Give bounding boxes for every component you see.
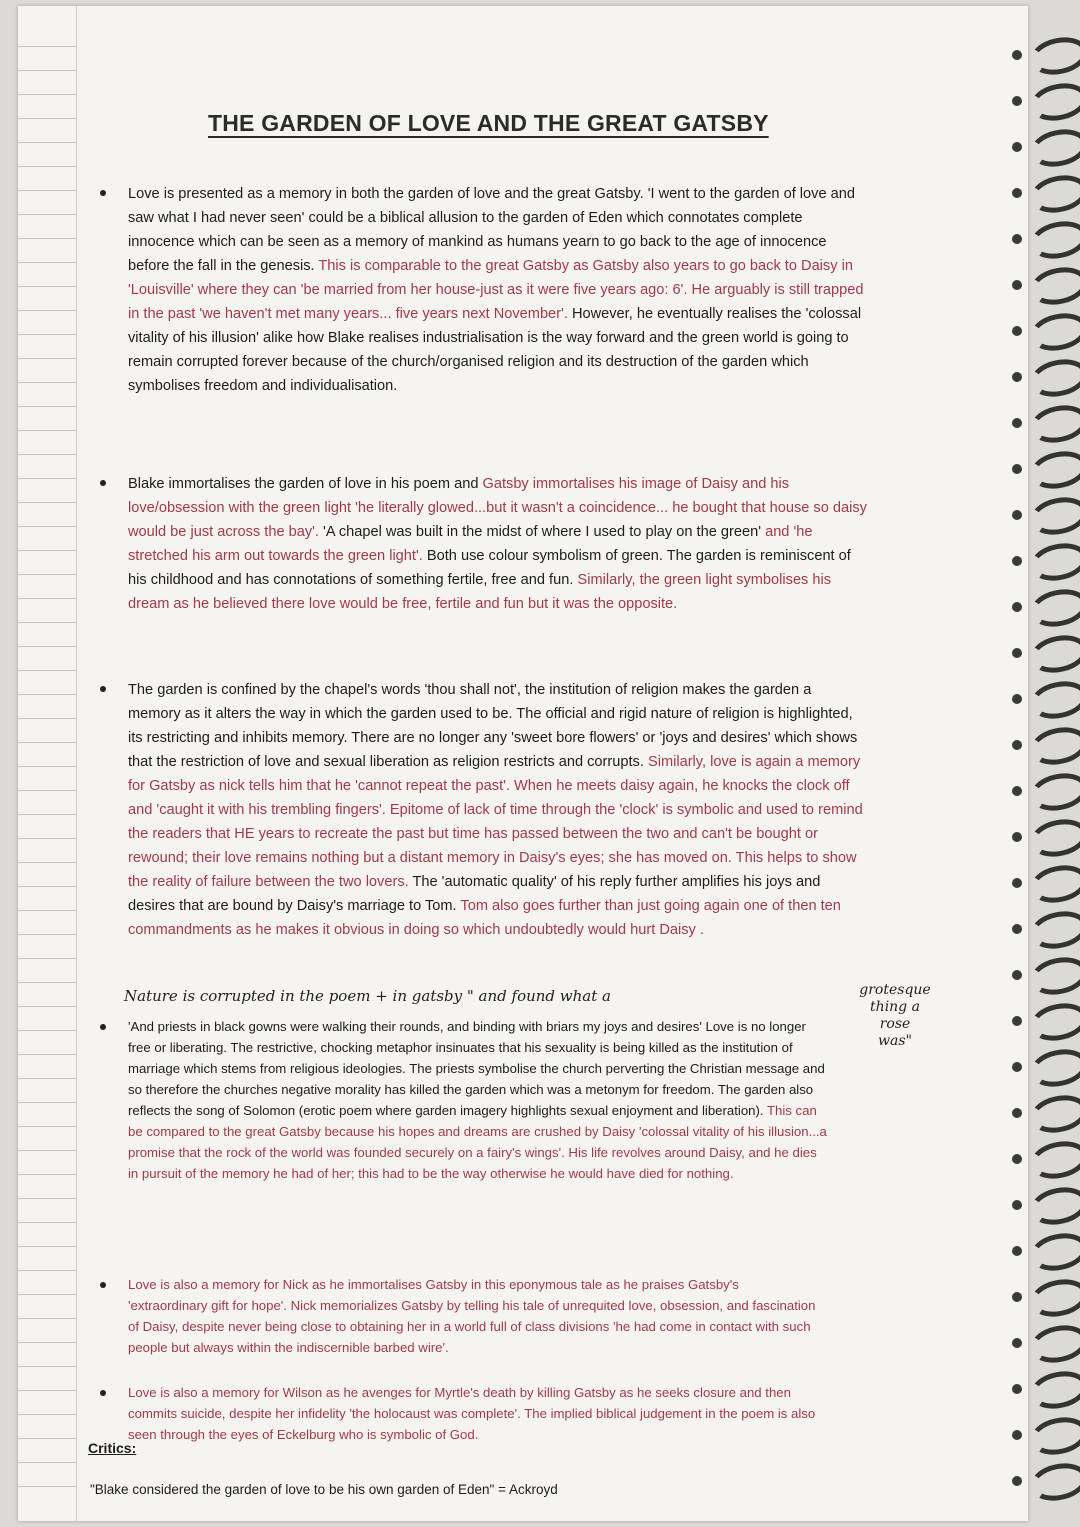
spiral-coil bbox=[1027, 400, 1080, 447]
spiral-coil bbox=[1027, 1090, 1080, 1137]
punch-hole bbox=[1012, 50, 1022, 60]
spiral-coil bbox=[1027, 814, 1080, 861]
ruled-line bbox=[18, 790, 76, 791]
spiral-coil bbox=[1027, 768, 1080, 815]
spiral-coil bbox=[1027, 998, 1080, 1045]
spiral-coil bbox=[1027, 78, 1080, 125]
spiral-coil bbox=[1027, 216, 1080, 263]
punch-hole bbox=[1012, 786, 1022, 796]
ruled-line bbox=[18, 550, 76, 551]
bullet bbox=[100, 686, 106, 692]
spiral-coil bbox=[1027, 906, 1080, 953]
ruled-line bbox=[18, 598, 76, 599]
ruled-line bbox=[18, 1054, 76, 1055]
ruled-line bbox=[18, 1126, 76, 1127]
critics-heading: Critics: bbox=[88, 1440, 137, 1456]
ruled-line bbox=[18, 94, 76, 95]
ruled-line bbox=[18, 670, 76, 671]
punch-hole bbox=[1012, 1292, 1022, 1302]
punch-hole bbox=[1012, 464, 1022, 474]
punch-hole bbox=[1012, 96, 1022, 106]
spiral-coil bbox=[1027, 1320, 1080, 1367]
punch-hole bbox=[1012, 694, 1022, 704]
ruled-line bbox=[18, 526, 76, 527]
spiral-coil bbox=[1027, 308, 1080, 355]
punch-hole bbox=[1012, 372, 1022, 382]
punch-hole bbox=[1012, 878, 1022, 888]
punch-hole bbox=[1012, 188, 1022, 198]
spiral-coil bbox=[1027, 584, 1080, 631]
ruled-line bbox=[18, 1294, 76, 1295]
bullet bbox=[100, 190, 106, 196]
ruled-line bbox=[18, 934, 76, 935]
spiral-coil bbox=[1027, 722, 1080, 769]
ruled-line bbox=[18, 142, 76, 143]
ruled-line bbox=[18, 718, 76, 719]
punch-hole bbox=[1012, 970, 1022, 980]
critics-quote: "Blake considered the garden of love to be his own garden of Eden" = Ackroyd bbox=[90, 1482, 558, 1497]
spiral-coil bbox=[1027, 170, 1080, 217]
spiral-coil bbox=[1027, 1228, 1080, 1275]
paragraph-3: The garden is confined by the chapel's words 'thou shall not', the institution of religion makes the garden a memory as it alters the way in which the garden used to be. The official and rigid nature of religion is highlighted, its restricting and inhibits memory. There are no longer any 'sweet bore flowers' or 'joys and desires' which shows that the restriction of love and sexual liberation as religion restricts and corrupts. Similarly, love is again a memory for Gatsby as nick tells him that he 'cannot repeat the past'. When he meets daisy again, he knocks the clock off and 'caught it with his trembling fingers'. Epitome of lack of time through the 'clock' is symbolic and used to remind the readers that HE years to recreate the past but time has passed between the two and can't be bought or rewound; their love remains nothing but a distant memory in Daisy's eyes; she has moved on. This helps to show the reality of failure between the two lovers. The 'automatic quality' of his reply further amplifies his joys and desires that are bound by Daisy's marriage to Tom. Tom also goes further than just going again one of then ten commandments as he makes it obvious in doing so which undoubtedly would hurt Daisy . bbox=[128, 678, 868, 942]
spiral-coil bbox=[1027, 676, 1080, 723]
page-title: THE GARDEN OF LOVE AND THE GREAT GATSBY bbox=[208, 110, 769, 136]
punch-hole bbox=[1012, 1154, 1022, 1164]
punch-hole bbox=[1012, 1430, 1022, 1440]
punch-hole bbox=[1012, 280, 1022, 290]
spiral-coil bbox=[1027, 1458, 1080, 1505]
spiral-coil bbox=[1027, 262, 1080, 309]
ruled-line bbox=[18, 238, 76, 239]
spiral-coil bbox=[1027, 952, 1080, 999]
ruled-line bbox=[18, 454, 76, 455]
ruled-line bbox=[18, 1414, 76, 1415]
ruled-line bbox=[18, 382, 76, 383]
ruled-line bbox=[18, 1222, 76, 1223]
ruled-line bbox=[18, 1006, 76, 1007]
punch-hole bbox=[1012, 510, 1022, 520]
bullet bbox=[100, 1282, 106, 1288]
ruled-line bbox=[18, 310, 76, 311]
spiral-coil bbox=[1027, 32, 1080, 79]
punch-hole bbox=[1012, 234, 1022, 244]
ruled-line bbox=[18, 646, 76, 647]
punch-hole bbox=[1012, 1016, 1022, 1026]
ruled-line bbox=[18, 214, 76, 215]
ruled-line bbox=[18, 502, 76, 503]
spiral-coil bbox=[1027, 1044, 1080, 1091]
ruled-line bbox=[18, 1366, 76, 1367]
punch-hole bbox=[1012, 1246, 1022, 1256]
ruled-line bbox=[18, 430, 76, 431]
ruled-line bbox=[18, 1486, 76, 1487]
spiral-coil bbox=[1027, 1274, 1080, 1321]
punch-hole bbox=[1012, 1200, 1022, 1210]
paragraph-1: Love is presented as a memory in both the garden of love and the great Gatsby. 'I went to the garden of love and saw what I had never seen' could be a biblical allusion to the garden of Eden which connotates complete innocence which can be seen as a memory of mankind as humans yearn to go back to the age of innocence before the fall in the genesis. This is comparable to the great Gatsby as Gatsby also years to go back to Daisy in 'Louisville' where they can 'be married from her house-just as it were five years ago: 6'. He arguably is still trapped in the past 'we haven't met many years... five years next November'. However, he eventually realises the 'colossal vitality of his illusion' alike how Blake realises industrialisation is the way forward and the green world is going to remain corrupted forever because of the church/organised religion and its destruction of the garden which symbolises freedom and individualisation. bbox=[128, 182, 868, 398]
spiral-coil bbox=[1027, 1366, 1080, 1413]
ruled-line bbox=[18, 118, 76, 119]
punch-hole bbox=[1012, 556, 1022, 566]
ruled-line bbox=[18, 166, 76, 167]
ruled-line bbox=[18, 262, 76, 263]
ruled-line bbox=[18, 478, 76, 479]
spiral-coil bbox=[1027, 446, 1080, 493]
ruled-line bbox=[18, 334, 76, 335]
margin-line bbox=[76, 6, 77, 1521]
ruled-line bbox=[18, 1342, 76, 1343]
paragraph-5: Love is also a memory for Nick as he immortalises Gatsby in this eponymous tale as he praises Gatsby's 'extraordinary gift for hope'. Nick memorializes Gatsby by telling his tale of unrequited love, obsession, and fascination of Daisy, despite never being close to obtaining her in a world full of class divisions 'he had come in contact with such people but always within the indiscernible barbed wire'. bbox=[128, 1274, 818, 1358]
ruled-line bbox=[18, 742, 76, 743]
punch-hole bbox=[1012, 924, 1022, 934]
spiral-coil bbox=[1027, 1136, 1080, 1183]
ruled-line bbox=[18, 1438, 76, 1439]
spiral-coil bbox=[1027, 538, 1080, 585]
ruled-line bbox=[18, 982, 76, 983]
punch-hole bbox=[1012, 1062, 1022, 1072]
ruled-line bbox=[18, 190, 76, 191]
punch-hole bbox=[1012, 1338, 1022, 1348]
paragraph-2: Blake immortalises the garden of love in his poem and Gatsby immortalises his image of Daisy and his love/obsession with the green light 'he literally glowed...but it wasn't a coincidence... he bought that house so daisy would be just across the bay'. 'A chapel was built in the midst of where I used to play on the green' and 'he stretched his arm out towards the green light'. Both use colour symbolism of green. The garden is reminiscent of his childhood and has connotations of something fertile, free and fun. Similarly, the green light symbolises his dream as he believed there love would be free, fertile and fun but it was the opposite. bbox=[128, 472, 868, 616]
ruled-line bbox=[18, 838, 76, 839]
ruled-line bbox=[18, 1174, 76, 1175]
notebook-page bbox=[18, 6, 1028, 1521]
spiral-coil bbox=[1027, 1182, 1080, 1229]
punch-hole bbox=[1012, 418, 1022, 428]
punch-hole bbox=[1012, 648, 1022, 658]
handwritten-note: Nature is corrupted in the poem + in gatsby " and found what a bbox=[124, 987, 611, 1005]
ruled-line bbox=[18, 70, 76, 71]
spiral-coil bbox=[1027, 124, 1080, 171]
punch-hole bbox=[1012, 1108, 1022, 1118]
spiral-coil bbox=[1027, 630, 1080, 677]
paragraph-6: Love is also a memory for Wilson as he avenges for Myrtle's death by killing Gatsby as he seeks closure and then commits suicide, despite her infidelity 'the holocaust was complete'. The implied biblical judgement in the poem is also seen through the eyes of Eckelburg who is symbolic of God. bbox=[128, 1382, 818, 1445]
spiral-coil bbox=[1027, 492, 1080, 539]
ruled-line bbox=[18, 1270, 76, 1271]
ruled-line bbox=[18, 46, 76, 47]
spiral-coil bbox=[1027, 354, 1080, 401]
bullet bbox=[100, 480, 106, 486]
spiral-binding bbox=[1030, 0, 1080, 1527]
ruled-line bbox=[18, 1030, 76, 1031]
punch-hole bbox=[1012, 602, 1022, 612]
ruled-line bbox=[18, 358, 76, 359]
ruled-line bbox=[18, 1102, 76, 1103]
punch-hole bbox=[1012, 740, 1022, 750]
punch-hole bbox=[1012, 142, 1022, 152]
ruled-line bbox=[18, 1246, 76, 1247]
punch-hole bbox=[1012, 1384, 1022, 1394]
ruled-line bbox=[18, 1078, 76, 1079]
ruled-line bbox=[18, 1318, 76, 1319]
paragraph-4: 'And priests in black gowns were walking their rounds, and binding with briars my joys and desires' Love is no longer free or liberating. The restrictive, chocking metaphor insinuates that his sexuality is being killed as the institution of marriage which stems from religious ideologies. The priests symbolise the church perverting the Christian message and so therefore the churches negative morality has killed the garden which was a metonym for freedom. The garden also reflects the song of Solomon (erotic poem where garden imagery highlights sexual enjoyment and liberation). This can be compared to the great Gatsby because his hopes and dreams are crushed by Daisy 'colossal vitality of his illusion...a promise that the rock of the world was founded securely on a fairy's wings'. His life revolves around Daisy, and he dies in pursuit of the memory he had of her; this had to be the way otherwise he would have died for nothing. bbox=[128, 1016, 828, 1184]
ruled-line bbox=[18, 814, 76, 815]
spiral-coil bbox=[1027, 1412, 1080, 1459]
ruled-line bbox=[18, 1150, 76, 1151]
spiral-coil bbox=[1027, 860, 1080, 907]
bullet bbox=[100, 1390, 106, 1396]
ruled-line bbox=[18, 574, 76, 575]
ruled-line bbox=[18, 766, 76, 767]
bullet bbox=[100, 1024, 106, 1030]
ruled-line bbox=[18, 1390, 76, 1391]
ruled-line bbox=[18, 886, 76, 887]
ruled-line bbox=[18, 406, 76, 407]
ruled-line bbox=[18, 1462, 76, 1463]
ruled-line bbox=[18, 1198, 76, 1199]
ruled-line bbox=[18, 622, 76, 623]
handwritten-margin-note: grotesque thing a rose was" bbox=[859, 982, 931, 1049]
ruled-line bbox=[18, 286, 76, 287]
punch-hole bbox=[1012, 832, 1022, 842]
ruled-line bbox=[18, 862, 76, 863]
ruled-line bbox=[18, 694, 76, 695]
punch-hole bbox=[1012, 326, 1022, 336]
ruled-line bbox=[18, 958, 76, 959]
ruled-line bbox=[18, 910, 76, 911]
punch-hole bbox=[1012, 1476, 1022, 1486]
